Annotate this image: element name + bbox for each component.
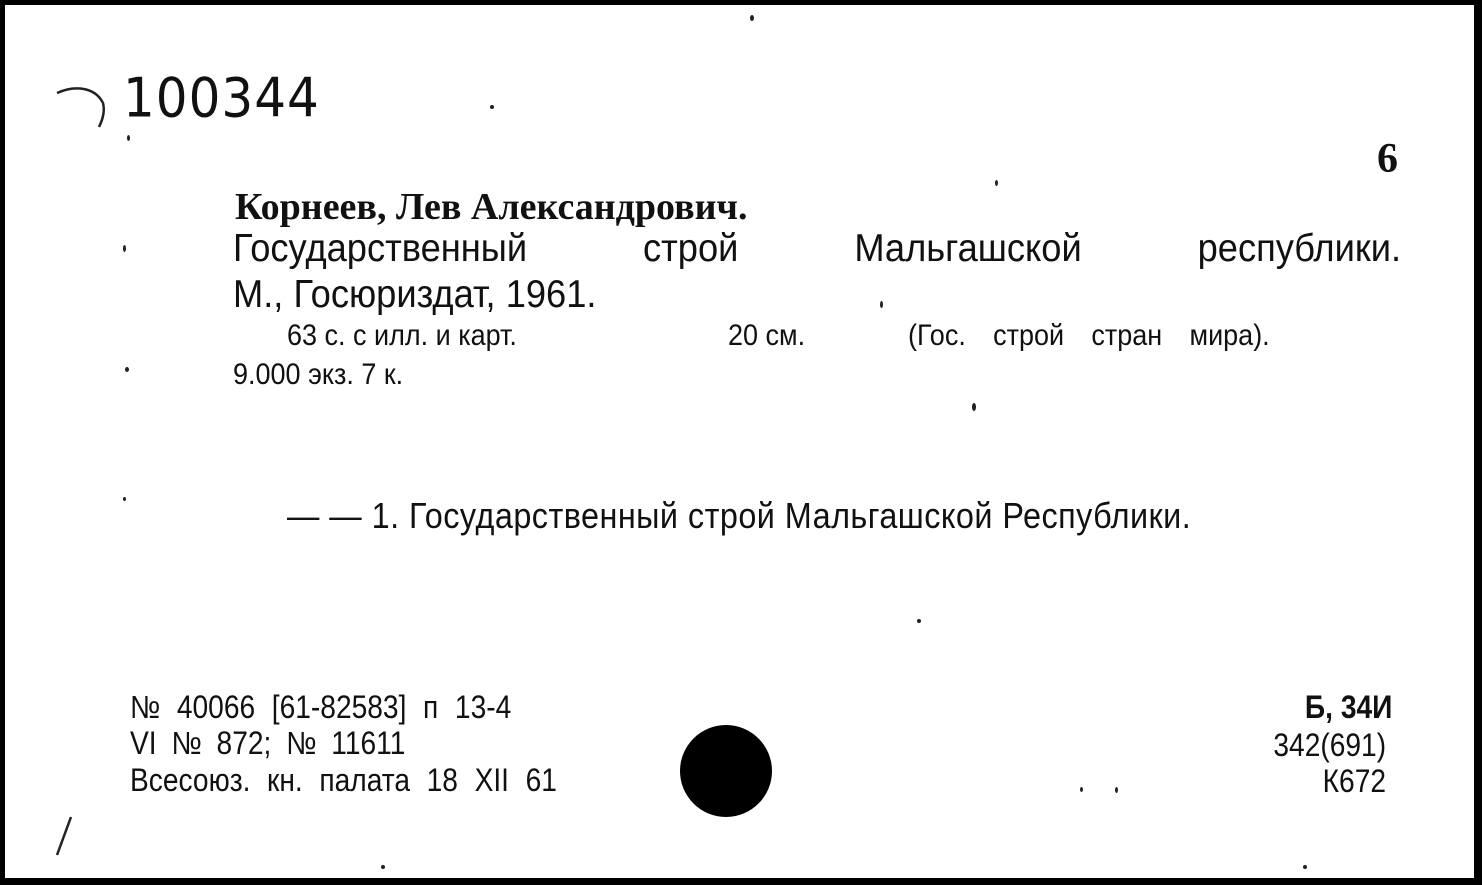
author-heading: Корнеев, Лев Александрович. [235,186,748,228]
registration-line: Всесоюз. кн. палата 18 XII 61 [130,762,557,798]
scan-speck [972,403,976,411]
hook-mark-icon [55,83,115,134]
title-line [233,227,1401,271]
scan-speck [381,865,385,869]
registration-line: VI № 872; № 11611 [130,725,406,761]
scan-speck [1115,787,1118,793]
scan-speck [917,619,921,623]
description-series: (Гос. строй стран мира). [908,319,1270,352]
registration-line: № 40066 [61-82583] п 13-4 [130,689,512,725]
scan-speck [1080,787,1083,792]
scan-speck [750,15,754,21]
subject-entry: — — 1. Государственный строй Мальгашской Республики. [287,495,1192,536]
description-pages: 63 с. с илл. и карт. [287,319,517,352]
punch-hole-icon [680,725,772,817]
imprint-line: М., Госюриздат, 1961. [233,273,597,316]
scan-speck [880,301,883,308]
description-size: 20 см. [728,319,806,352]
pen-stroke-icon [53,815,75,864]
handwritten-accession-number: 100344 [123,67,320,130]
title-word: Государственный [233,227,528,270]
edition-line: 9.000 экз. 7 к. [233,358,404,391]
scan-speck [1303,865,1307,869]
scan-speck [123,245,126,252]
scan-speck [995,180,998,186]
title-word: республики. [1197,227,1402,270]
title-word: строй [643,227,739,270]
scan-speck [123,497,126,501]
classification-line: К672 [1322,763,1386,799]
title-word: Мальгашской [854,227,1082,270]
classification-line: Б, 34И [1304,689,1392,725]
corner-digit: 6 [1377,136,1398,182]
classification-line: 342(691) [1273,727,1386,763]
scan-speck [125,367,129,372]
scan-speck [127,135,130,141]
scan-speck [490,105,494,109]
